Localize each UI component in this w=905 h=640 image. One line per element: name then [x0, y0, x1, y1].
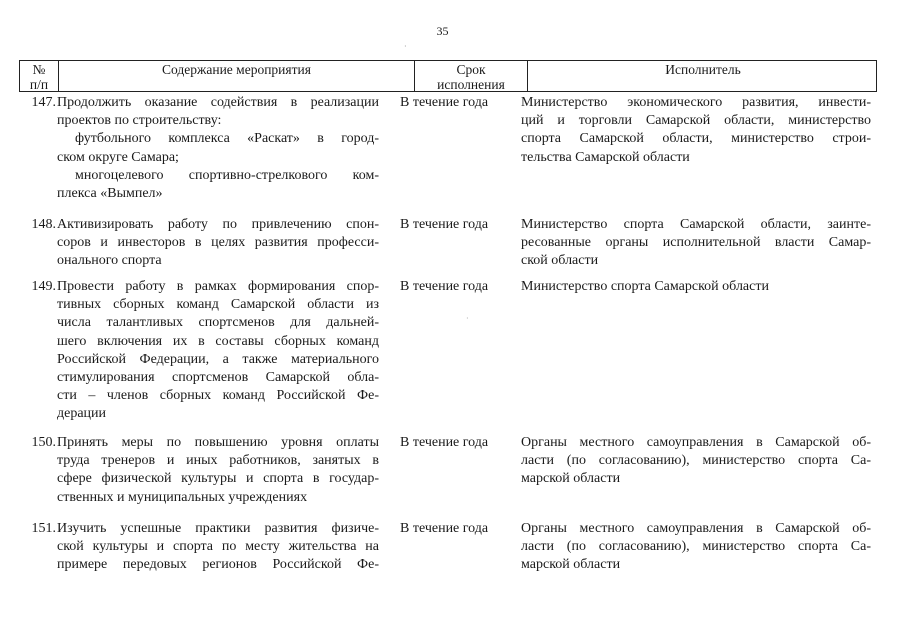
row-content: Принять меры по повышению уровня оплаты труда тренеров и иных работников, занятых в сфере физической культуры и спорта в государ- ственных и муниципальных учреждениях: [57, 435, 379, 505]
row-term: В течение года: [400, 217, 489, 232]
page-number: 35: [436, 24, 449, 38]
table-header: [19, 60, 877, 92]
row-executor: Органы местного самоуправления в Самарской об- ласти (по согласованию), министерство спорта Са- марской области: [521, 435, 871, 487]
header-content: Содержание мероприятия: [58, 61, 414, 91]
row-term: В течение года: [400, 95, 489, 110]
row-number: 149.: [31, 279, 56, 294]
scan-speck: ·: [404, 42, 407, 51]
row-executor: Органы местного самоуправления в Самарской об- ласти (по согласованию), министерство спорта Са- марской области: [521, 521, 871, 573]
row-executor: Министерство спорта Самарской области: [521, 279, 769, 294]
row-content: Продолжить оказание содействия в реализации проектов по строительству: футбольного комплекса «Раскат» в город- ском округе Самара; многоцелевого спортивно-стрелкового ком- плекса «Вымпел»: [57, 95, 379, 202]
row-term: В течение года: [400, 279, 489, 294]
row-number: 151.: [31, 521, 56, 536]
row-number: 147.: [31, 95, 56, 110]
row-content: Активизировать работу по привлечению спон- соров и инвесторов в целях развития професси- онального спорта: [57, 217, 379, 269]
header-number: № п/п: [29, 62, 49, 92]
row-executor: Министерство экономического развития, инвести- ций и торговли Самарской области, министерство спорта Самарской области, министерство строи- тельства Самарской области: [521, 95, 871, 165]
row-executor: Министерство спорта Самарской области, заинте- ресованные органы исполнительной власти Самар- ской области: [521, 217, 871, 269]
scan-speck: ·: [466, 314, 469, 323]
row-term: В течение года: [400, 435, 489, 450]
row-number: 150.: [31, 435, 56, 450]
row-term: В течение года: [400, 521, 489, 536]
header-term: Срок исполнения: [414, 61, 527, 91]
header-executor: Исполнитель: [527, 61, 878, 91]
row-number: 148.: [31, 217, 56, 232]
row-content: Провести работу в рамках формирования спор- тивных сборных команд Самарской области из числа талантливых спортсменов для дальней- шего включения их в составы сборных команд Российской Федерации, а также материального стимулирования спортсменов Самарской обла- сти – членов сборных команд Российской Фе- дерации: [57, 279, 379, 422]
row-content: Изучить успешные практики развития физиче- ской культуры и спорта по месту жительства на примере передовых регионов Российской Фе-: [57, 521, 379, 573]
